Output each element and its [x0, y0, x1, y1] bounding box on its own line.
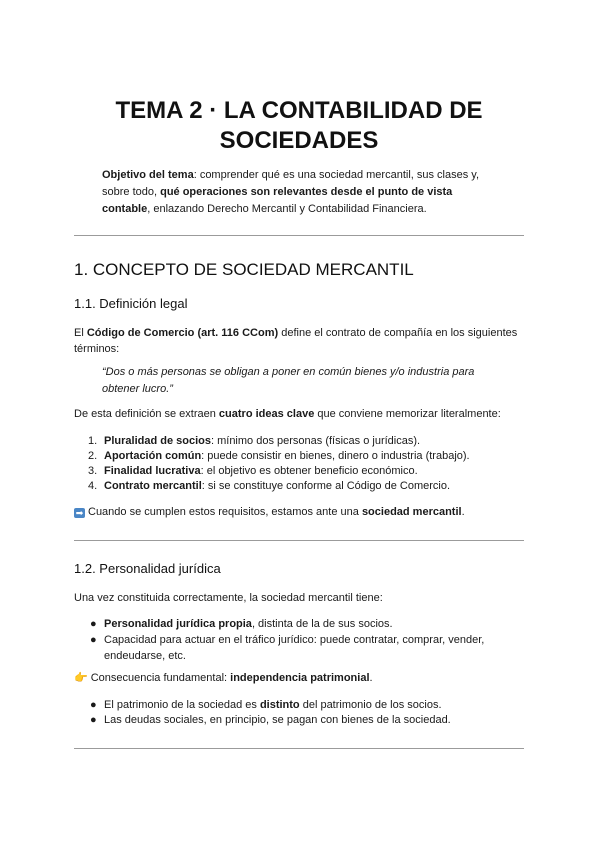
bullet-icon: ● [90, 634, 97, 646]
objective-text-1: : comprender qué es una sociedad mercantil, sus clases y, sobre todo, [102, 169, 480, 198]
objective-text-2: , enlazando Derecho Mercantil y Contabilidad Financiera. [147, 203, 427, 215]
item-text: Capacidad para actuar en el tráfico jurídico: puede contratar, comprar, vender, endeudarse, etc. [104, 634, 485, 662]
patrimony-list [74, 698, 524, 728]
consequence-line [74, 671, 524, 686]
subsection-1-2-heading: 1.2. Personalidad jurídica [74, 561, 221, 576]
pointing-hand-icon: 👉 [74, 672, 88, 684]
list-item [74, 698, 524, 713]
legal-quote: “Dos o más personas se obligan a poner en común bienes y/o industria para obtener lucro.” [102, 366, 475, 395]
bullet-icon: ● [90, 699, 97, 711]
list-item [74, 479, 524, 494]
intro-pre: El [74, 327, 87, 339]
consequence-post: . [369, 672, 373, 684]
item-text: : mínimo dos personas (físicas o jurídicas). [210, 435, 421, 447]
item-text: : puede consistir en bienes, dinero o industria (trabajo). [201, 450, 470, 462]
ideas-pre: De esta definición se extraen [74, 408, 219, 420]
item-text: : el objetivo es obtener beneficio económico. [200, 465, 418, 477]
ideas-bold: cuatro ideas clave [218, 408, 315, 420]
intro-post: define el contrato de compañía en los siguientes términos: [74, 327, 518, 355]
item-pre: Las deudas sociales, en principio, se pagan con bienes de la sociedad. [104, 714, 451, 726]
item-bold: Contrato mercantil [104, 480, 202, 492]
list-item [74, 464, 524, 479]
consequence-pre: Consecuencia fundamental: [90, 672, 231, 684]
objective-bold: qué operaciones son relevantes desde el punto de vista contable [102, 186, 453, 215]
bullet-icon: ● [90, 714, 97, 726]
item-pre: El patrimonio de la sociedad es [104, 699, 260, 711]
intro-bold: Código de Comercio (art. 116 CCom) [86, 327, 279, 339]
list-item [74, 449, 524, 464]
list-number: 2. [88, 450, 98, 462]
ideas-post: que conviene memorizar literalmente: [314, 408, 501, 420]
conclusion-post: . [461, 506, 465, 518]
conclusion-line [74, 505, 524, 520]
subsection-1-1-heading: 1.1. Definición legal [74, 296, 188, 311]
list-item [74, 713, 524, 728]
right-arrow-icon: ➡ [75, 508, 84, 518]
section-1-heading: 1. CONCEPTO DE SOCIEDAD MERCANTIL [74, 260, 414, 279]
list-number: 1. [88, 435, 98, 447]
item-bold: Pluralidad de socios [104, 435, 211, 447]
item-text: : si se constituye conforme al Código de Comercio. [201, 480, 451, 492]
divider [74, 748, 524, 749]
item-bold: Aportación común [104, 450, 202, 462]
list-item [74, 434, 524, 449]
list-number: 3. [88, 465, 98, 477]
divider [74, 235, 524, 236]
definition-intro [74, 325, 524, 357]
objective-label: Objetivo del tema [102, 169, 194, 181]
list-item [74, 616, 524, 632]
key-ideas-list [74, 434, 524, 494]
conclusion-pre: Cuando se cumplen estos requisitos, estamos ante una [88, 506, 362, 518]
consequence-bold: independencia patrimonial [230, 672, 370, 684]
personality-list [74, 616, 524, 664]
item-post: del patrimonio de los socios. [299, 699, 442, 711]
bullet-icon: ● [90, 618, 97, 630]
objective-paragraph [102, 167, 502, 218]
item-bold: Personalidad jurídica propia [104, 618, 252, 630]
page-title: TEMA 2 · LA CONTABILIDAD DE SOCIEDADES [115, 97, 483, 154]
item-text: , distinta de la de sus socios. [251, 618, 393, 630]
divider [74, 540, 524, 541]
key-ideas-intro [74, 407, 524, 422]
item-bold: Finalidad lucrativa [104, 465, 201, 477]
list-number: 4. [88, 480, 98, 492]
item-bold: distinto [259, 699, 300, 711]
list-item [74, 632, 524, 664]
conclusion-bold: sociedad mercantil [361, 506, 462, 518]
personality-intro: Una vez constituida correctamente, la sociedad mercantil tiene: [74, 592, 383, 604]
